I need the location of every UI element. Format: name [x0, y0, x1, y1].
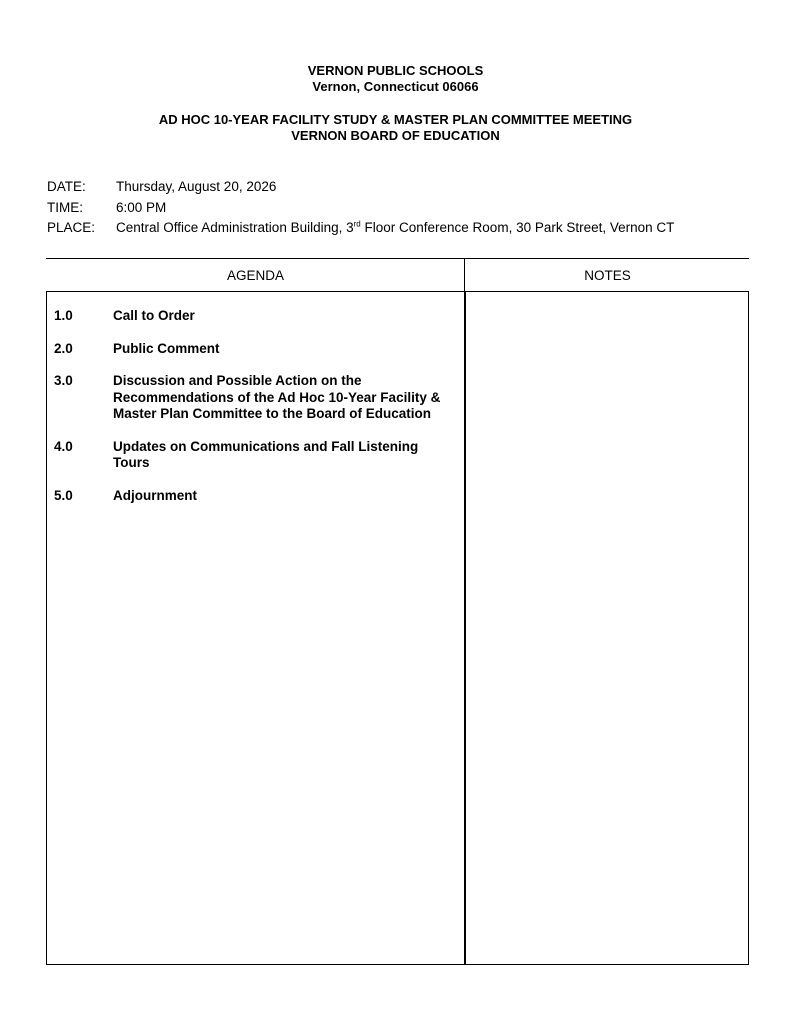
agenda-item-text: Call to Order	[113, 308, 195, 323]
agenda-item-number: 1.0	[54, 308, 73, 323]
board-name: VERNON BOARD OF EDUCATION	[291, 128, 500, 143]
agenda-item	[54, 488, 454, 505]
agenda-item-number: 4.0	[54, 438, 73, 454]
org-name: VERNON PUBLIC SCHOOLS	[307, 63, 484, 78]
place-label: PLACE:	[47, 220, 96, 235]
agenda-item	[54, 373, 454, 423]
place-value-ordinal: rd	[353, 219, 361, 229]
agenda-item-text: Discussion and Possible Action on the Recommendations of the Ad Hoc 10-Year Facility & Master Plan Committee to the Board of Education	[113, 373, 441, 421]
header-org-block	[0, 63, 791, 95]
agenda-item	[54, 341, 454, 358]
place-value	[116, 220, 674, 235]
agenda-item-number: 2.0	[54, 340, 73, 356]
agenda-table	[46, 258, 749, 965]
agenda-item	[54, 308, 454, 325]
notes-column-header: NOTES	[584, 268, 631, 283]
time-row	[47, 198, 674, 219]
time-label: TIME:	[47, 199, 83, 215]
agenda-item-text: Public Comment	[113, 340, 220, 356]
agenda-list	[54, 308, 454, 520]
notes-column	[464, 291, 749, 965]
date-row	[47, 177, 674, 198]
agenda-column-header: AGENDA	[226, 268, 284, 283]
org-location: Vernon, Connecticut 06066	[312, 79, 479, 94]
agenda-item-number: 3.0	[54, 373, 73, 388]
place-value-part2: Floor Conference Room, 30 Park Street, Vernon CT	[360, 220, 675, 235]
agenda-item-text: Adjournment	[113, 487, 197, 503]
header-meeting-block	[0, 112, 791, 144]
date-value: Thursday, August 20, 2026	[116, 179, 277, 194]
place-value-part1: Central Office Administration Building, 3	[116, 220, 354, 235]
place-row	[47, 218, 674, 239]
agenda-item	[54, 439, 454, 472]
time-value: 6:00 PM	[116, 199, 167, 215]
meeting-title: AD HOC 10-YEAR FACILITY STUDY & MASTER PLAN COMMITTEE MEETING	[158, 112, 633, 127]
meeting-details	[47, 177, 674, 239]
agenda-item-text: Updates on Communications and Fall Listening Tours	[113, 438, 419, 470]
date-label: DATE:	[47, 179, 86, 194]
agenda-item-number: 5.0	[54, 487, 73, 503]
